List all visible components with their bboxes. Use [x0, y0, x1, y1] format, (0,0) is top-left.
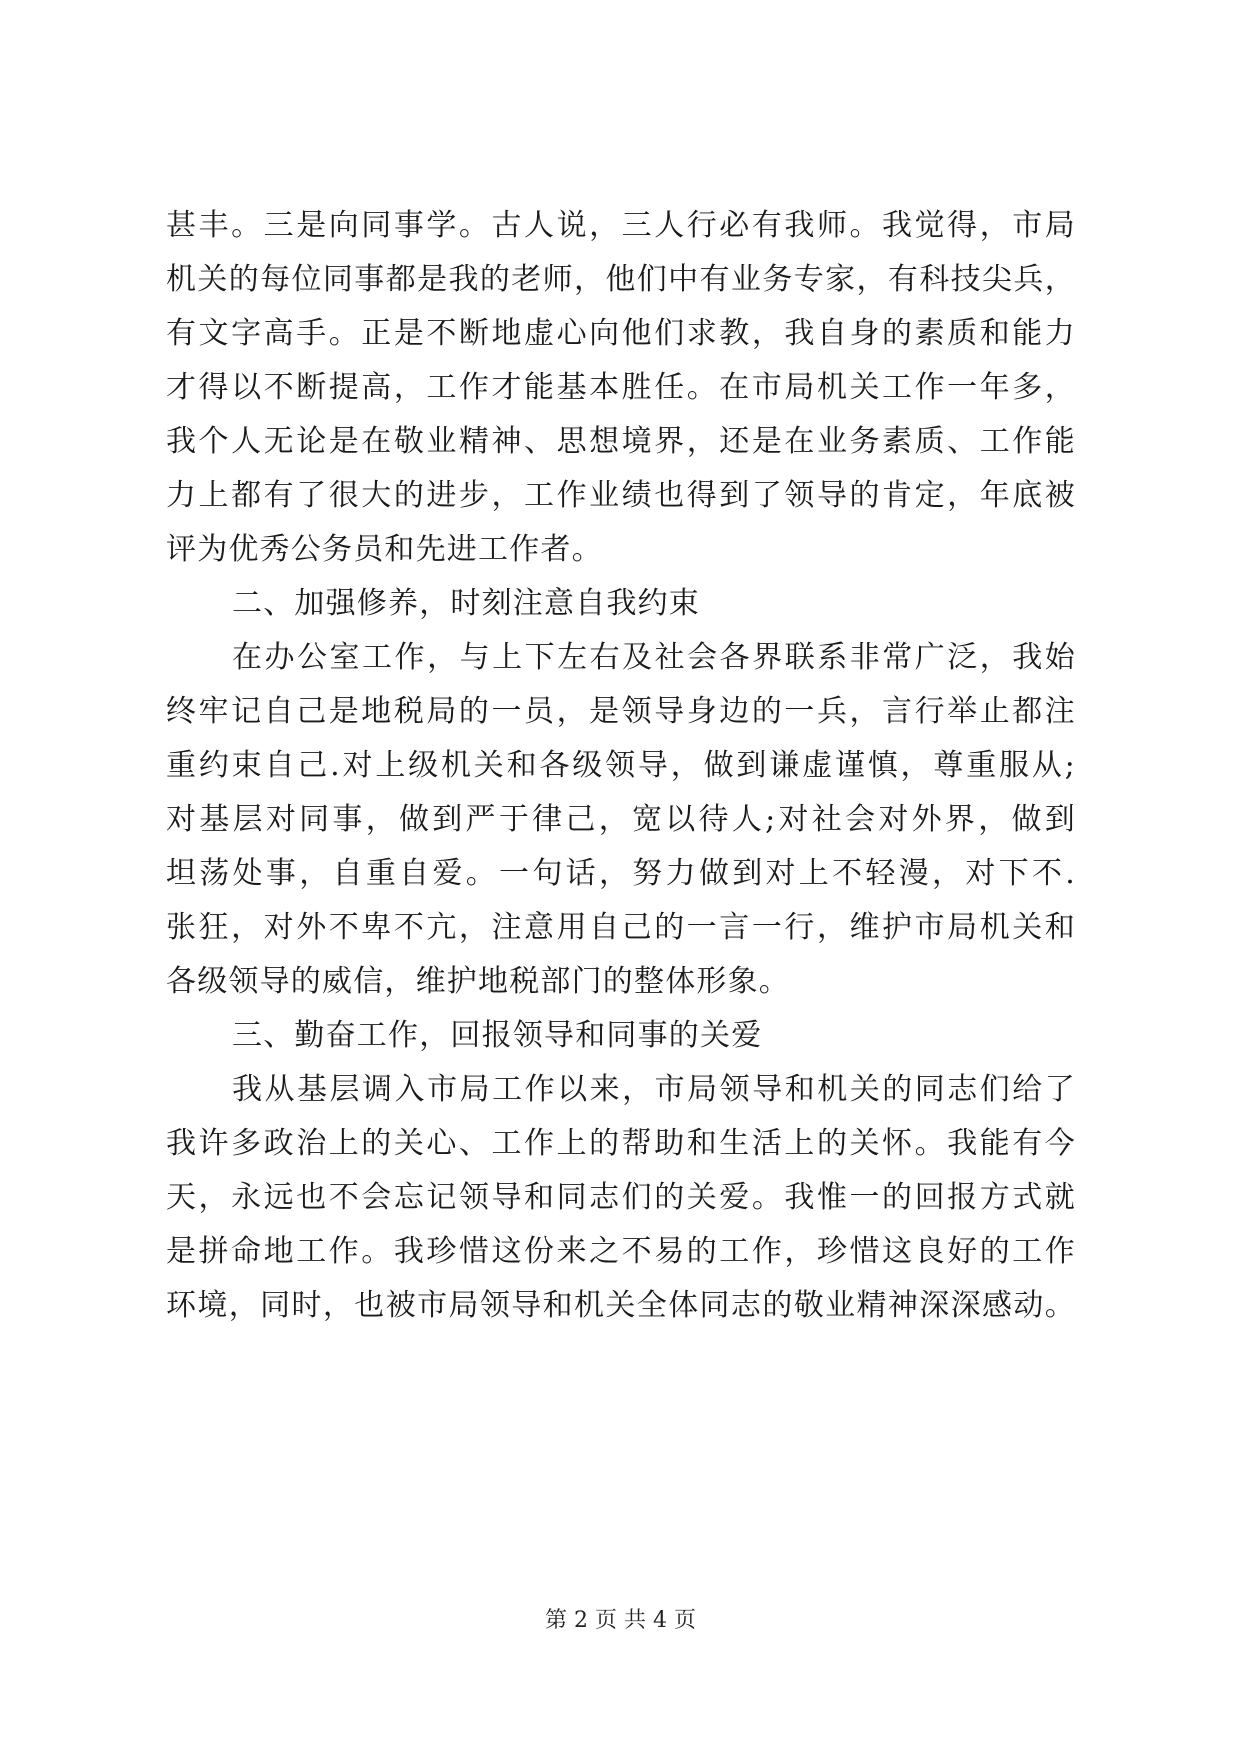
paragraph-line: 甚丰。三是向同事学。古人说，三人行必有我师。我觉得，市局 — [166, 208, 1076, 243]
paragraph-line: 是拼命地工作。我珍惜这份来之不易的工作，珍惜这良好的工作 — [166, 1234, 1076, 1269]
page-number-footer: 第 2 页 共 4 页 — [545, 1608, 696, 1633]
paragraph-line: 力上都有了很大的进步，工作业绩也得到了领导的肯定，年底被 — [166, 478, 1076, 513]
paragraph-line: 我个人无论是在敬业精神、思想境界，还是在业务素质、工作能 — [166, 424, 1076, 459]
section-heading: 二、加强修养，时刻注意自我约束 — [232, 586, 700, 621]
paragraph-line: 张狂，对外不卑不亢，注意用自己的一言一行，维护市局机关和 — [166, 910, 1076, 945]
paragraph-line: 在办公室工作，与上下左右及社会各界联系非常广泛，我始 — [232, 640, 1076, 675]
paragraph-line: 坦荡处事，自重自爱。一句话，努力做到对上不轻漫，对下不. — [166, 856, 1076, 891]
paragraph-line: 对基层对同事，做到严于律己，宽以待人;对社会对外界，做到 — [166, 802, 1076, 837]
paragraph-line: 各级领导的威信，维护地税部门的整体形象。 — [166, 964, 790, 999]
section-heading: 三、勤奋工作，回报领导和同事的关爱 — [232, 1018, 763, 1053]
paragraph-line: 机关的每位同事都是我的老师，他们中有业务专家，有科技尖兵， — [166, 262, 1076, 297]
paragraph-line: 环境，同时，也被市局领导和机关全体同志的敬业精神深深感动。 — [166, 1288, 1076, 1323]
paragraph-line: 评为优秀公务员和先进工作者。 — [166, 532, 603, 567]
paragraph-line: 有文字高手。正是不断地虚心向他们求教，我自身的素质和能力 — [166, 316, 1076, 351]
paragraph-line: 终牢记自己是地税局的一员，是领导身边的一兵，言行举止都注 — [166, 694, 1076, 729]
paragraph-line: 重约束自己.对上级机关和各级领导，做到谦虚谨慎，尊重服从; — [166, 748, 1076, 783]
paragraph-line: 才得以不断提高，工作才能基本胜任。在市局机关工作一年多， — [166, 370, 1076, 405]
paragraph-line: 天，永远也不会忘记领导和同志们的关爱。我惟一的回报方式就 — [166, 1180, 1076, 1215]
paragraph-line: 我许多政治上的关心、工作上的帮助和生活上的关怀。我能有今 — [166, 1126, 1076, 1161]
paragraph-line: 我从基层调入市局工作以来，市局领导和机关的同志们给了 — [232, 1072, 1076, 1107]
